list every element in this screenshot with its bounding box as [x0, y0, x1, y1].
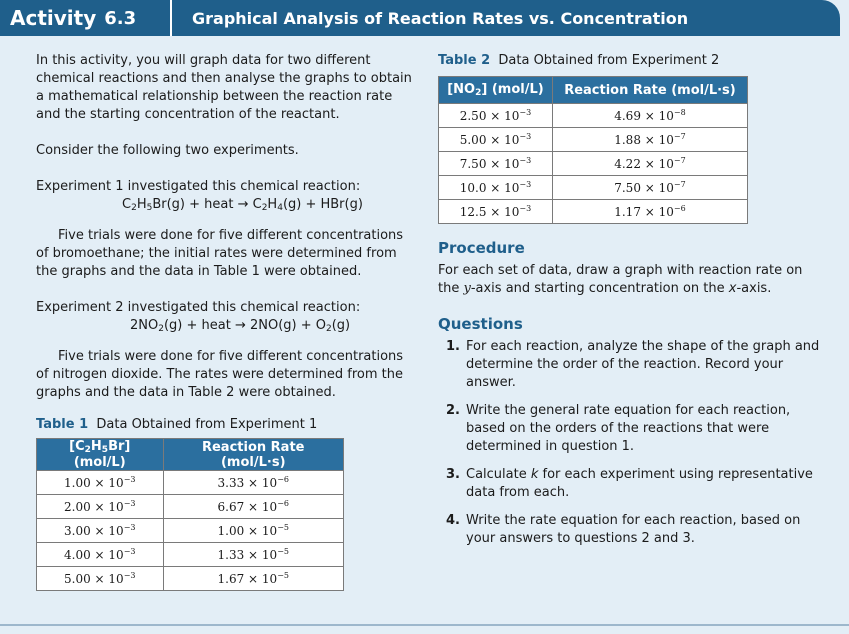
table-row	[439, 104, 748, 128]
table-cell: $6.67 \times 10^{-6}$	[163, 495, 344, 519]
equation-1: $C_2H_5Br(g)$ + heat → $C_2H_4(g) + HBr(g)$	[122, 197, 363, 213]
table-row	[439, 176, 748, 200]
table-cell: $3.33 \times 10^{-6}$	[163, 471, 344, 495]
table1-caption: Table 1 Data Obtained from Experiment 1	[36, 417, 318, 432]
table-row	[37, 543, 344, 567]
activity-label	[0, 0, 172, 36]
experiment2-intro: Experiment 2 investigated this chemical reaction:	[36, 300, 361, 315]
table-cell: $1.33 \times 10^{-5}$	[163, 543, 344, 567]
experiment1-intro: Experiment 1 investigated this chemical reaction:	[36, 179, 361, 194]
questions-list	[438, 338, 823, 548]
table1-header-rate: Reaction Rate (mol/L·s)	[163, 439, 344, 471]
table-row	[439, 128, 748, 152]
activity-number: 6.3	[104, 7, 137, 29]
left-column	[36, 52, 416, 591]
activity-title: Graphical Analysis of Reaction Rates vs. Concentration	[192, 8, 689, 28]
table2-caption: Table 2 Data Obtained from Experiment 2	[438, 53, 720, 68]
table-row	[37, 495, 344, 519]
table1-header-concentration: $[C_2H_5Br]$ (mol/L)	[37, 439, 164, 471]
table-cell: $4.69 \times 10^{-8}$	[552, 104, 747, 128]
table-cell: $2.00 \times 10^{-3}$	[37, 495, 164, 519]
table-row	[37, 567, 344, 591]
table-cell: $4.00 \times 10^{-3}$	[37, 543, 164, 567]
table-2	[438, 76, 748, 224]
question-3: 3. Calculate k for each experiment using representative data from each.	[446, 467, 813, 500]
table-row	[439, 152, 748, 176]
table-row	[37, 519, 344, 543]
table2-header-concentration: $[NO_2]$ (mol/L)	[439, 77, 553, 104]
procedure-heading: Procedure	[438, 239, 525, 257]
table-row	[439, 200, 748, 224]
questions-heading: Questions	[438, 315, 523, 333]
table-1	[36, 438, 344, 591]
consider-paragraph: Consider the following two experiments.	[36, 143, 299, 158]
activity-header	[0, 0, 840, 36]
question-4: 4. Write the rate equation for each reaction, based on your answers to questions 2 and 3.	[446, 513, 801, 546]
table-cell: $3.00 \times 10^{-3}$	[37, 519, 164, 543]
table-cell: $5.00 \times 10^{-3}$	[439, 128, 553, 152]
table-cell: $1.00 \times 10^{-5}$	[163, 519, 344, 543]
table-cell: $5.00 \times 10^{-3}$	[37, 567, 164, 591]
intro-paragraph: In this activity, you will graph data for two different chemical reactions and then analyse the graphs to obtain a mathematical relationship between the reaction rate and the starting concentration of the reactant.	[36, 53, 412, 122]
procedure-text: For each set of data, draw a graph with reaction rate on the y-axis and starting concentration on the x-axis.	[438, 263, 803, 296]
table2-header-rate: Reaction Rate (mol/L·s)	[552, 77, 747, 104]
table-cell: $7.50 \times 10^{-7}$	[552, 176, 747, 200]
table-cell: $4.22 \times 10^{-7}$	[552, 152, 747, 176]
experiment2-description: Five trials were done for five different concentrations of nitrogen dioxide. The rates were determined from the graphs and the data in Table 2 were obtained.	[36, 349, 404, 400]
bottom-divider	[0, 624, 849, 626]
table-cell: $12.5 \times 10^{-3}$	[439, 200, 553, 224]
experiment1-description: Five trials were done for five different concentrations of bromoethane; the initial rates were determined from the graphs and the data in Table 1 were obtained.	[36, 228, 404, 279]
table-cell: $1.17 \times 10^{-6}$	[552, 200, 747, 224]
table-cell: $1.88 \times 10^{-7}$	[552, 128, 747, 152]
equation-2: $2NO_2(g)$ + heat → $2NO(g) + O_2(g)$	[130, 318, 351, 334]
question-1: 1. For each reaction, analyze the shape of the graph and determine the order of the reaction. Record your answer.	[446, 339, 820, 390]
table-cell: $2.50 \times 10^{-3}$	[439, 104, 553, 128]
table-cell: $10.0 \times 10^{-3}$	[439, 176, 553, 200]
question-2: 2. Write the general rate equation for each reaction, based on the orders of the reactions that were determined in question 1.	[446, 403, 791, 454]
table-cell: $7.50 \times 10^{-3}$	[439, 152, 553, 176]
activity-word: Activity	[10, 6, 97, 30]
table-cell: $1.00 \times 10^{-3}$	[37, 471, 164, 495]
right-column	[438, 52, 823, 558]
table-row	[37, 471, 344, 495]
table-cell: $1.67 \times 10^{-5}$	[163, 567, 344, 591]
